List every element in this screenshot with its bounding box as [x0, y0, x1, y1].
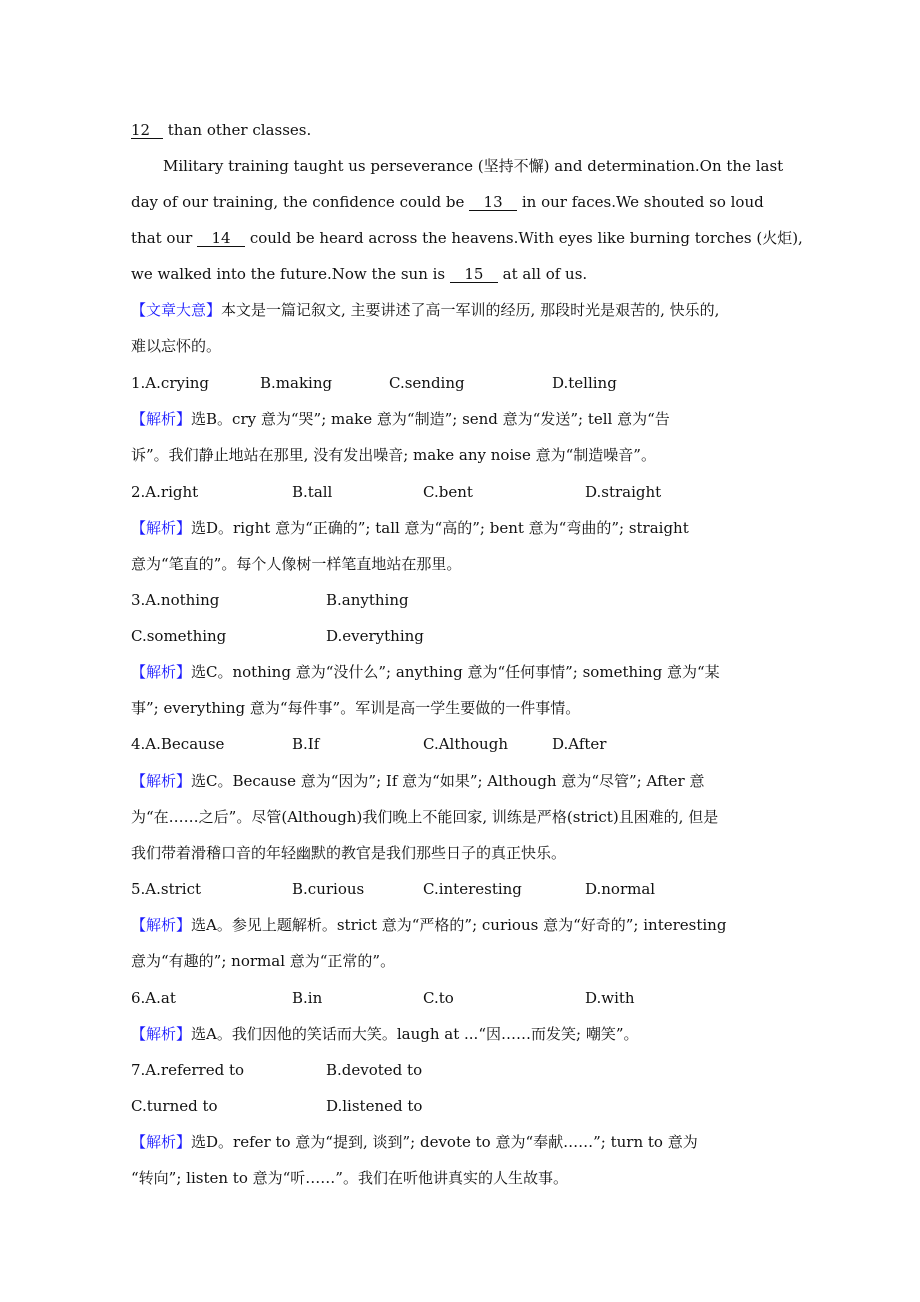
analysis-label: 【解析】 [131, 1133, 192, 1151]
question-4-analysis-cont-1: 为“在……之后”。尽管(Although)我们晚上不能回家, 训练是严格(strict)且困难的, 但是 [131, 808, 719, 826]
blank-14: 14 [197, 230, 245, 247]
passage-line-1: 12 than other classes. [131, 121, 312, 139]
option: B.making [260, 374, 333, 392]
option: D.listened to [326, 1097, 423, 1115]
option: C.something [131, 627, 227, 645]
passage-line-3: day of our training, the confidence could be 13 in our faces.We shouted so loud [131, 193, 764, 211]
question-5-analysis: 【解析】选A。参见上题解析。strict 意为“严格的”; curious 意为“好奇的”; interesting [131, 916, 727, 934]
question-4-analysis-cont-2: 我们带着滑稽口音的年轻幽默的教官是我们那些日子的真正快乐。 [131, 844, 567, 862]
option: 2.A.right [131, 483, 199, 501]
analysis-label: 【解析】 [131, 410, 192, 428]
option: D.normal [585, 880, 656, 898]
option: 4.A.Because [131, 735, 225, 753]
option: 1.A.crying [131, 374, 210, 392]
option: 6.A.at [131, 989, 176, 1007]
summary-label: 【文章大意】 [131, 301, 222, 319]
option: C.interesting [423, 880, 522, 898]
option: D.everything [326, 627, 424, 645]
option: 5.A.strict [131, 880, 202, 898]
question-1-analysis: 【解析】选B。cry 意为“哭”; make 意为“制造”; send 意为“发送”; tell 意为“告 [131, 410, 670, 428]
question-2-analysis-cont: 意为“笔直的”。每个人像树一样笔直地站在那里。 [131, 555, 462, 573]
question-3-analysis-cont: 事”; everything 意为“每件事”。军训是高一学生要做的一件事情。 [131, 699, 581, 717]
question-7-analysis: 【解析】选D。refer to 意为“提到, 谈到”; devote to 意为“奉献……”; turn to 意为 [131, 1133, 698, 1151]
option: B.tall [292, 483, 333, 501]
option: C.to [423, 989, 454, 1007]
option: B.If [292, 735, 320, 753]
blank-15: 15 [450, 266, 498, 283]
blank-12: 12 [131, 122, 163, 139]
question-5-analysis-cont: 意为“有趣的”; normal 意为“正常的”。 [131, 952, 396, 970]
option: B.devoted to [326, 1061, 423, 1079]
analysis-label: 【解析】 [131, 772, 192, 790]
summary-line-1: 【文章大意】本文是一篇记叙文, 主要讲述了高一军训的经历, 那段时光是艰苦的, 快乐的, [131, 301, 720, 319]
option: B.curious [292, 880, 365, 898]
passage-line-2: Military training taught us perseverance (坚持不懈) and determination.On the last [163, 157, 784, 175]
option: D.telling [552, 374, 617, 392]
passage-line-4: that our 14 could be heard across the heavens.With eyes like burning torches (火炬), [131, 229, 803, 247]
question-2-analysis: 【解析】选D。right 意为“正确的”; tall 意为“高的”; bent 意为“弯曲的”; straight [131, 519, 689, 537]
option: B.anything [326, 591, 409, 609]
analysis-label: 【解析】 [131, 663, 192, 681]
analysis-label: 【解析】 [131, 1025, 192, 1043]
question-1-analysis-cont: 诉”。我们静止地站在那里, 没有发出噪音; make any noise 意为“制造噪音”。 [131, 446, 656, 464]
question-7-analysis-cont: “转向”; listen to 意为“听……”。我们在听他讲真实的人生故事。 [131, 1169, 568, 1187]
option: 3.A.nothing [131, 591, 220, 609]
blank-13: 13 [469, 194, 517, 211]
option: 7.A.referred to [131, 1061, 245, 1079]
option: D.After [552, 735, 607, 753]
question-6-analysis: 【解析】选A。我们因他的笑话而大笑。laugh at ...“因……而发笑; 嘲笑”。 [131, 1025, 639, 1043]
option: C.bent [423, 483, 473, 501]
option: C.turned to [131, 1097, 218, 1115]
summary-line-2: 难以忘怀的。 [131, 337, 222, 355]
question-3-analysis: 【解析】选C。nothing 意为“没什么”; anything 意为“任何事情”; something 意为“某 [131, 663, 720, 681]
option: C.sending [389, 374, 465, 392]
option: D.straight [585, 483, 662, 501]
option: C.Although [423, 735, 508, 753]
option: D.with [585, 989, 635, 1007]
passage-line-5: we walked into the future.Now the sun is 15 at all of us. [131, 265, 588, 283]
analysis-label: 【解析】 [131, 519, 192, 537]
analysis-label: 【解析】 [131, 916, 192, 934]
question-4-analysis: 【解析】选C。Because 意为“因为”; If 意为“如果”; Although 意为“尽管”; After 意 [131, 772, 705, 790]
option: B.in [292, 989, 323, 1007]
